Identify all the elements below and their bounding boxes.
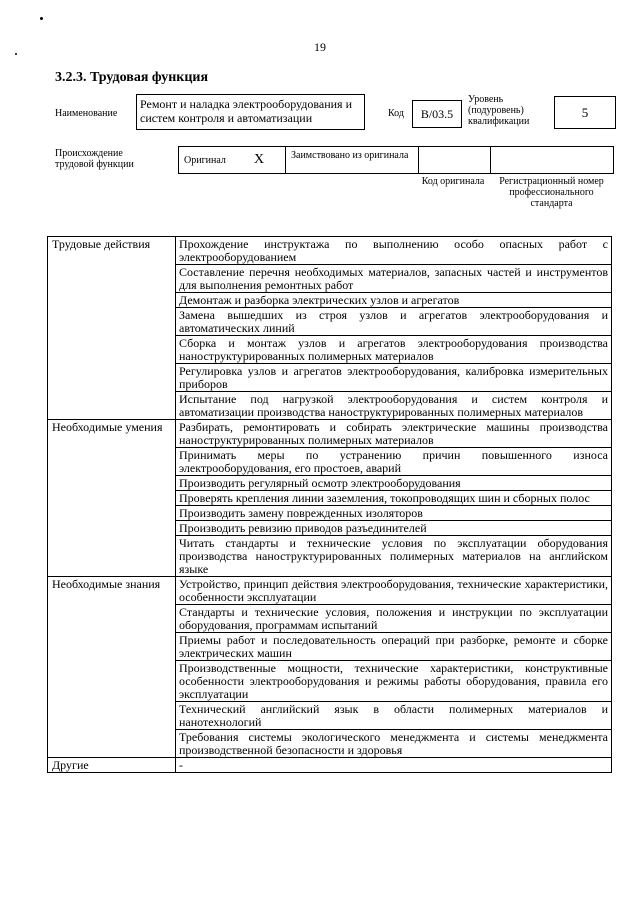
borrowed-label: Заимствовано из оригинала — [291, 150, 409, 161]
category-cell: Необходимые знания — [48, 577, 176, 758]
level-label: Уровень (подуровень) квалификации — [468, 94, 530, 127]
page-number: 19 — [314, 40, 326, 54]
section-title: 3.2.3. Трудовая функция — [55, 70, 209, 85]
code-original-label: Код оригинала — [421, 176, 485, 187]
origin-label: Происхождение трудовой функции — [55, 148, 134, 170]
item-cell: Составление перечня необходимых материалов, запасных частей и инструментов для выполнения ремонтных работ — [176, 265, 612, 293]
code-label: Код — [388, 108, 404, 119]
origin-box — [178, 146, 614, 174]
function-name: Ремонт и наладка электрооборудования и систем контроля и автоматизации — [136, 94, 365, 130]
scan-mark — [40, 17, 43, 20]
item-cell: Прохождение инструктажа по выполнению особо опасных работ с электрооборудованием — [176, 237, 612, 265]
item-cell: Приемы работ и последовательность операций при разборке, ремонте и сборке электрических машин — [176, 633, 612, 661]
original-mark: X — [254, 152, 265, 167]
origin-divider — [285, 146, 286, 174]
item-cell: Замена вышедших из строя узлов и агрегатов электрооборудования и автоматических линий — [176, 308, 612, 336]
item-cell: Производить регулярный осмотр электрооборудования — [176, 476, 612, 491]
table-row — [48, 577, 612, 605]
category-cell: Трудовые действия — [48, 237, 176, 420]
category-cell: Необходимые умения — [48, 420, 176, 577]
item-cell: Требования системы экологического менеджмента и системы менеджмента производственной безопасности и здоровья — [176, 730, 612, 758]
item-cell: Стандарты и технические условия, положения и инструкции по эксплуатации оборудования, программам испытаний — [176, 605, 612, 633]
item-cell: Принимать меры по устранению причин повышенного износа электрооборудования, его простоев, аварий — [176, 448, 612, 476]
function-code: B/03.5 — [412, 100, 462, 128]
item-cell: Производственные мощности, технические характеристики, конструктивные особенности электрооборудования и режимы работы оборудования, правила его эксплуатации — [176, 661, 612, 702]
item-cell: - — [176, 758, 612, 773]
table-row — [48, 758, 612, 773]
item-cell: Читать стандарты и технические условия по эксплуатации оборудования производства наноструктурированных полимерных материалов на английском языке — [176, 536, 612, 577]
item-cell: Технический английский язык в области полимерных материалов и нанотехнологий — [176, 702, 612, 730]
item-cell: Проверять крепления линии заземления, токопроводящих шин и сборных полос — [176, 491, 612, 506]
origin-divider — [490, 146, 491, 174]
function-table — [47, 236, 612, 773]
item-cell: Производить ревизию приводов разъединителей — [176, 521, 612, 536]
table-row — [48, 237, 612, 265]
reg-number-label: Регистрационный номер профессионального стандарта — [499, 176, 604, 209]
origin-divider — [418, 146, 419, 174]
item-cell: Сборка и монтаж узлов и агрегатов электрооборудования производства наноструктурированных полимерных материалов — [176, 336, 612, 364]
qualification-level: 5 — [554, 96, 616, 129]
item-cell: Регулировка узлов и агрегатов электрооборудования, калибровка измерительных приборов — [176, 364, 612, 392]
category-cell: Другие — [48, 758, 176, 773]
item-cell: Разбирать, ремонтировать и собирать электрические машины производства наноструктурированных полимерных материалов — [176, 420, 612, 448]
item-cell: Демонтаж и разборка электрических узлов и агрегатов — [176, 293, 612, 308]
original-label: Оригинал — [184, 155, 226, 166]
item-cell: Производить замену поврежденных изоляторов — [176, 506, 612, 521]
name-label: Наименование — [55, 108, 118, 119]
item-cell: Устройство, принцип действия электрооборудования, технические характеристики, особенности эксплуатации — [176, 577, 612, 605]
item-cell: Испытание под нагрузкой электрооборудования и систем контроля и автоматизации производства наноструктурированных полимерных материалов — [176, 392, 612, 420]
table-row — [48, 420, 612, 448]
